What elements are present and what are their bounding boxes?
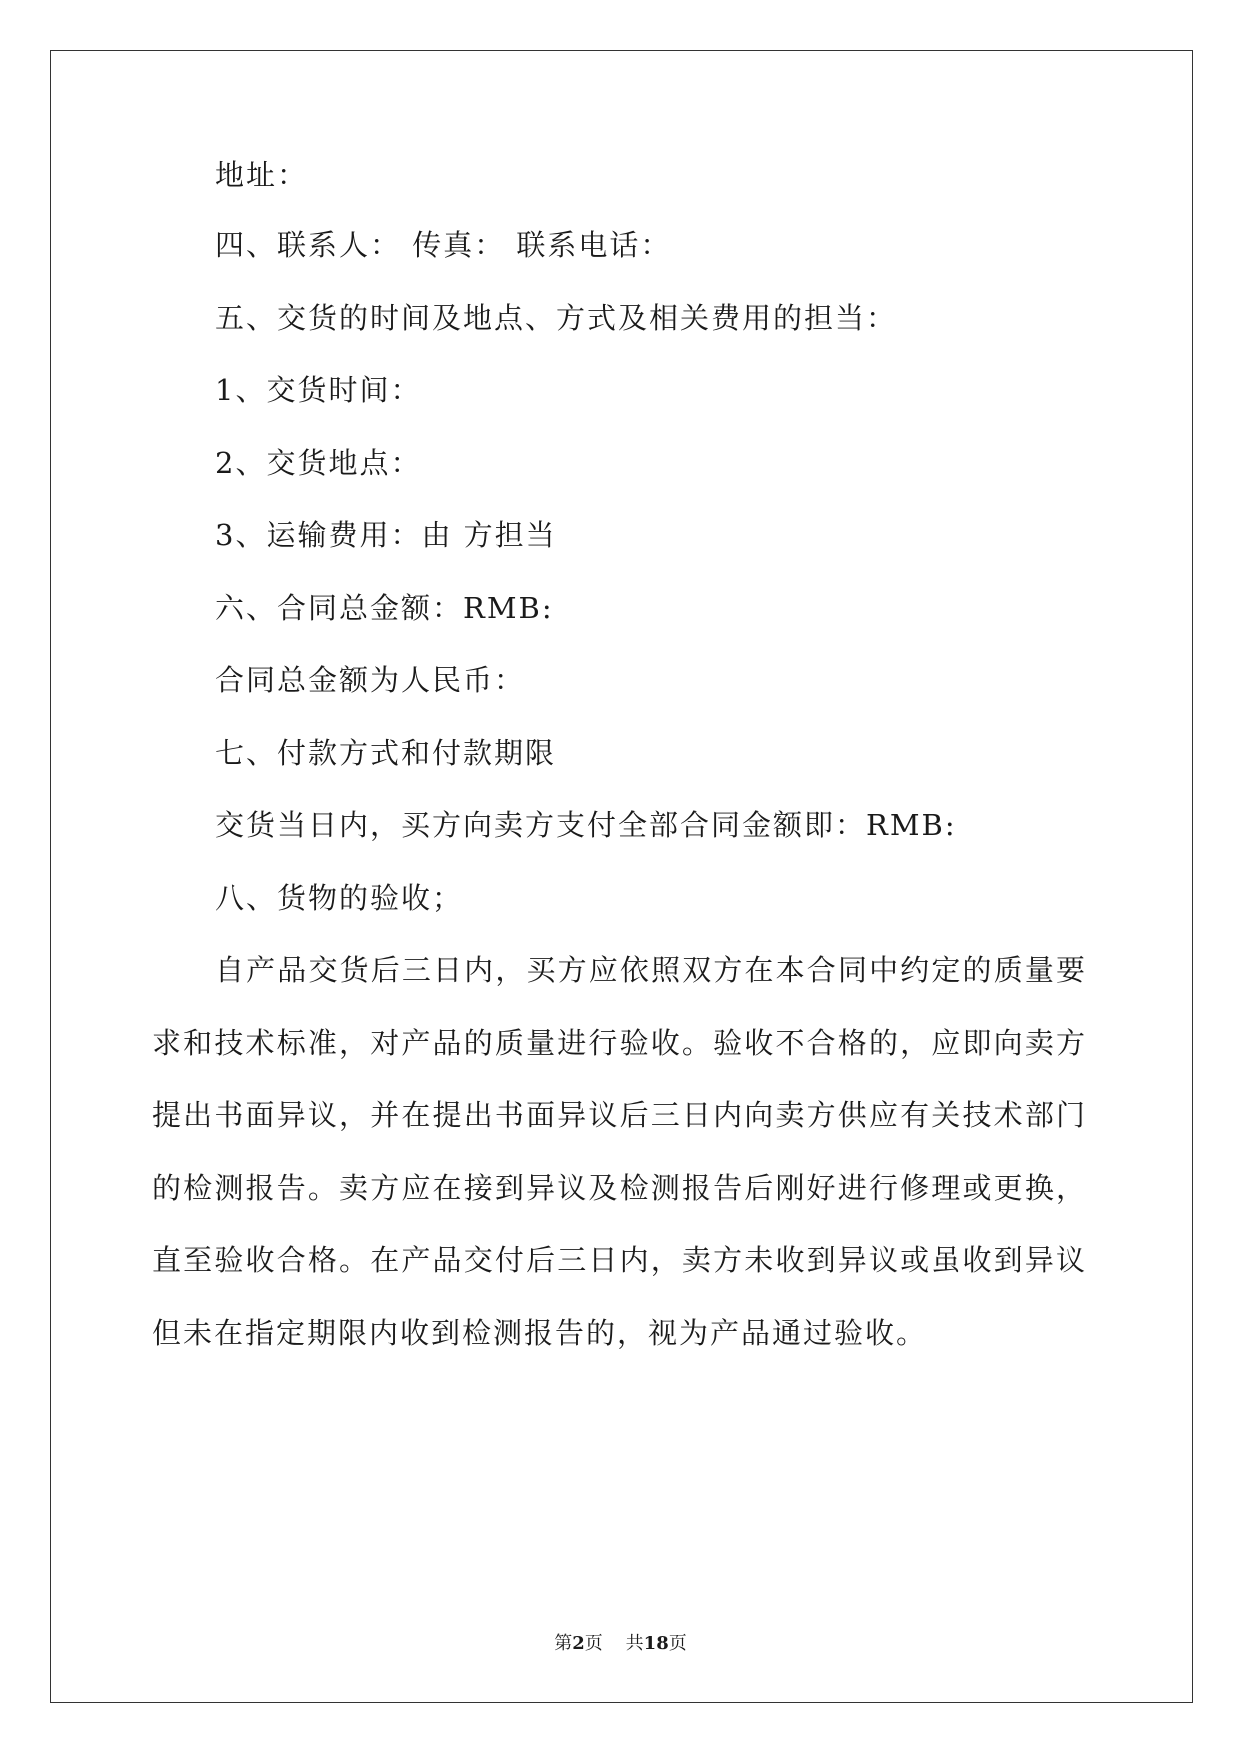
total-pages: 18 xyxy=(643,1633,669,1654)
section-5-heading: 五、交货的时间及地点、方式及相关费用的担当： xyxy=(215,301,898,335)
total-rmb-line: 合同总金额为人民币： xyxy=(215,663,526,697)
page-footer xyxy=(0,1632,1241,1656)
delivery-place-line: 2、交货地点： xyxy=(215,446,422,480)
page-prefix: 第 xyxy=(554,1633,573,1654)
total-prefix: 共 xyxy=(625,1633,644,1654)
delivery-time-line: 1、交货时间： xyxy=(215,373,422,407)
page-number: 2 xyxy=(572,1633,585,1654)
paragraph-line: 自产品交货后三日内，买方应依照双方在本合同中约定的质量要 xyxy=(215,953,1087,987)
paragraph-line: 但未在指定期限内收到检测报告的，视为产品通过验收。 xyxy=(152,1316,928,1350)
paragraph-line: 的检测报告。卖方应在接到异议及检测报告后刚好进行修理或更换， xyxy=(152,1171,1087,1205)
section-8-heading: 八、货物的验收； xyxy=(215,881,464,915)
address-line: 地址： xyxy=(215,158,309,192)
paragraph-line: 提出书面异议，并在提出书面异议后三日内向卖方供应有关技术部门 xyxy=(152,1098,1087,1132)
paragraph-line: 求和技术标准，对产品的质量进行验收。验收不合格的，应即向卖方 xyxy=(152,1026,1087,1060)
section-6-heading: 六、合同总金额：RMB: xyxy=(215,591,554,625)
page-suffix: 页 xyxy=(584,1633,603,1654)
contact-line: 四、联系人： 传真： 联系电话： xyxy=(215,228,672,262)
total-suffix: 页 xyxy=(668,1633,687,1654)
payment-line: 交货当日内，买方向卖方支付全部合同金额即：RMB: xyxy=(215,808,957,842)
section-7-heading: 七、付款方式和付款期限 xyxy=(215,736,557,770)
paragraph-line: 直至验收合格。在产品交付后三日内，卖方未收到异议或虽收到异议 xyxy=(152,1243,1087,1277)
shipping-cost-line: 3、运输费用：由 方担当 xyxy=(215,518,557,552)
